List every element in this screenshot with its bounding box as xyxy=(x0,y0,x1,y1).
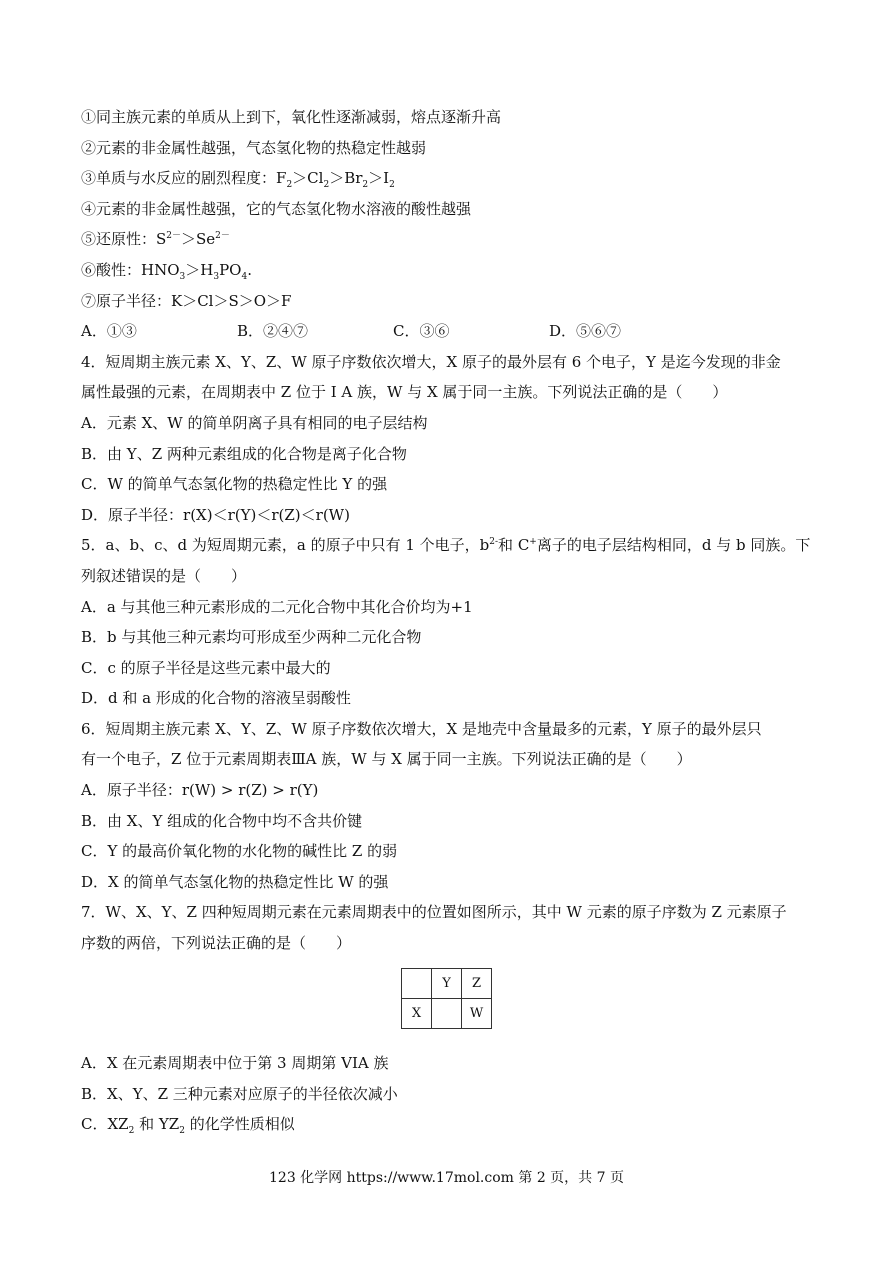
q3-option-a: A．①③ xyxy=(81,322,137,341)
q3-option-b: B．②④⑦ xyxy=(237,322,309,341)
statement-6: ⑥酸性：$HNO_3>H_3PO_4$. xyxy=(81,260,252,282)
q5-option-c: C．c 的原子半径是这些元素中最大的 xyxy=(81,658,331,677)
q4-option-c: C．W 的简单气态氢化物的热稳定性比 Y 的强 xyxy=(81,475,388,494)
q6-option-b: B．由 X、Y 组成的化合物中均不含共价键 xyxy=(81,811,363,830)
table-cell-z: Z xyxy=(462,969,492,999)
table-cell-y: Y xyxy=(432,969,462,999)
statement-7: ⑦原子半径：K＞Cl＞S＞O＞F xyxy=(81,291,292,310)
table-cell-w: W xyxy=(462,999,492,1029)
page-footer: 123 化学网 https://www.17mol.com 第 2 页，共 7 页 xyxy=(269,1170,624,1186)
q7-option-c: C．$XZ_2$ 和 $YZ_2$ 的化学性质相似 xyxy=(81,1115,295,1137)
table-row xyxy=(402,969,492,999)
q6-stem-line-2: 有一个电子，Z 位于元素周期表ⅢA 族，W 与 X 属于同一主族。下列说法正确的是（ ） xyxy=(81,750,692,769)
statement-2: ②元素的非金属性越强，气态氢化物的热稳定性越弱 xyxy=(81,138,427,157)
q3-options xyxy=(81,316,821,347)
q6-option-d: D．X 的简单气态氢化物的热稳定性比 W 的强 xyxy=(81,872,389,891)
table-cell xyxy=(432,999,462,1029)
q6-stem-line-1: 6．短周期主族元素 X、Y、Z、W 原子序数依次增大，X 是地壳中含量最多的元素，Y 原子的最外层只 xyxy=(81,719,762,738)
q4-stem-line-2: 属性最强的元素，在周期表中 Z 位于 I A 族，W 与 X 属于同一主族。下列说法正确的是（ ） xyxy=(81,383,728,402)
statement-1: ①同主族元素的单质从上到下，氧化性逐渐减弱，熔点逐渐升高 xyxy=(81,108,502,126)
q5-option-a: A．a 与其他三种元素形成的二元化合物中其化合价均为+1 xyxy=(81,597,473,616)
q7-stem-line-2: 序数的两倍，下列说法正确的是（ ） xyxy=(81,934,352,953)
q7-stem-line-1: 7．W、X、Y、Z 四种短周期元素在元素周期表中的位置如图所示，其中 W 元素的原子序数为 Z 元素原子 xyxy=(81,903,787,922)
table-row xyxy=(402,999,492,1029)
q5-option-d: D．d 和 a 形成的化合物的溶液呈弱酸性 xyxy=(81,689,351,708)
q7-option-a: A．X 在元素周期表中位于第 3 周期第 VIA 族 xyxy=(81,1054,389,1072)
question-block-upper xyxy=(81,102,821,959)
statement-5: ⑤还原性：$S^{2-}>Se^{2-}$ xyxy=(81,230,230,249)
q5-stem-line-1: 5．a、b、c、d 为短周期元素，a 的原子中只有 1 个电子，$b^{2-}$和 C+离子的电子层结构相同，d 与 b 同族。下 xyxy=(81,536,811,555)
q6-option-c: C．Y 的最高价氧化物的水化物的碱性比 Z 的弱 xyxy=(81,842,398,861)
statement-4: ④元素的非金属性越强，它的气态氢化物水溶液的酸性越强 xyxy=(81,199,472,218)
q3-option-c: C．③⑥ xyxy=(393,322,450,341)
q4-option-b: B．由 Y、Z 两种元素组成的化合物是离子化合物 xyxy=(81,444,407,463)
periodic-position-table xyxy=(401,968,492,1029)
q7-option-b: B．X、Y、Z 三种元素对应原子的半径依次减小 xyxy=(81,1084,398,1103)
q3-option-d: D．⑤⑥⑦ xyxy=(549,322,622,341)
table-cell-x: X xyxy=(402,999,432,1029)
q4-option-a: A．元素 X、W 的简单阴离子具有相同的电子层结构 xyxy=(81,413,428,432)
table-cell xyxy=(402,969,432,999)
q6-option-a: A．原子半径：r(W) > r(Z) > r(Y) xyxy=(81,781,319,800)
q5-stem-line-2: 列叙述错误的是（ ） xyxy=(81,566,247,585)
q4-option-d: D．原子半径：r(X)＜r(Y)＜r(Z)＜r(W) xyxy=(81,505,350,524)
q5-option-b: B．b 与其他三种元素均可形成至少两种二元化合物 xyxy=(81,628,422,647)
question-block-lower xyxy=(81,1048,821,1140)
statement-3: ③单质与水反应的剧烈程度：$F_2>Cl_2>Br_2>I_2$ xyxy=(81,169,395,191)
q4-stem-line-1: 4．短周期主族元素 X、Y、Z、W 原子序数依次增大，X 原子的最外层有 6 个电子，Y 是迄今发现的非金 xyxy=(81,352,781,371)
